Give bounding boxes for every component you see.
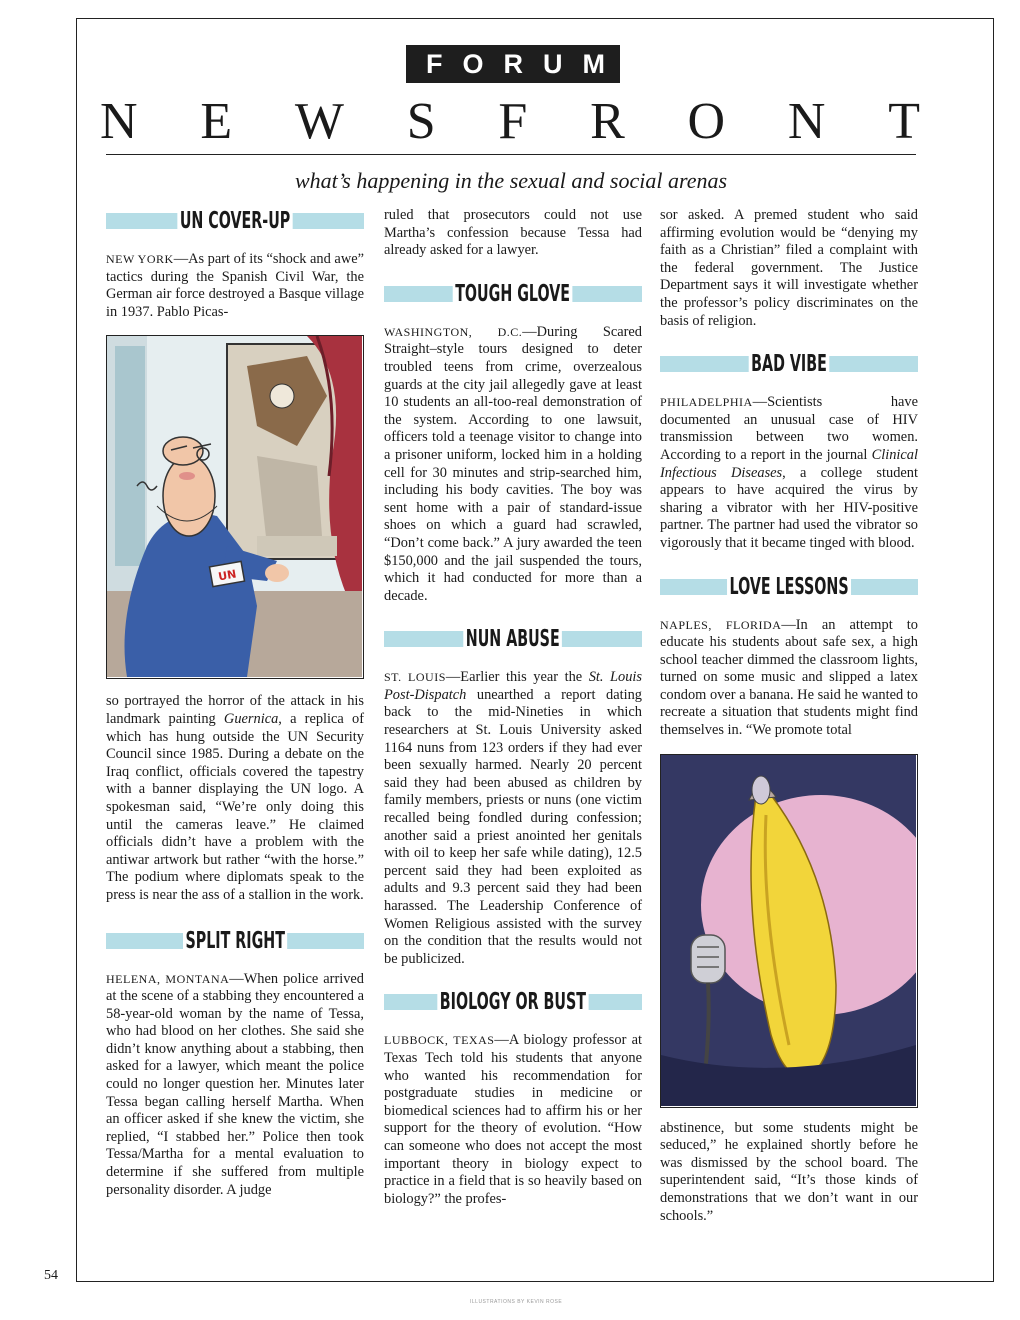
masthead-letter: N [100, 93, 138, 150]
heading-uncover: UN COVER-UP [177, 207, 292, 235]
dateline: NEW YORK [106, 252, 174, 266]
dateline: WASHINGTON, D.C. [384, 324, 523, 339]
article-text: , a college student appears to have acquired the virus by sharing a vibrator with her HIV-positive partner. The partner had used the vibrator so vigorously that it became tinged with blood. [660, 464, 918, 551]
article-heading [660, 573, 918, 603]
masthead-letter: O [687, 93, 726, 150]
article-heading [660, 350, 918, 380]
article-body [384, 324, 642, 606]
heading-vibe: BAD VIBE [749, 350, 830, 378]
masthead [100, 92, 920, 152]
masthead-letter: S [406, 93, 436, 150]
dateline: PHILADELPHIA [660, 395, 753, 410]
heading-glove: TOUGH GLOVE [453, 280, 573, 308]
article-body [660, 207, 918, 330]
masthead-letter: E [200, 93, 233, 150]
masthead-letter: W [294, 93, 344, 150]
article-text: —Scientists have documented an unusual case of HIV transmission between two women. According to a report in the journal [660, 394, 918, 463]
article-text: —When police arrived at the scene of a stabbing they encountered a 58-year-old woman by the name of Tessa, who had blood on her clothes. She said she didn’t know anything about a stabbing, then asked for a lawyer, which meant the police could no longer question her. Minutes later Tessa began calling herself Martha. When an officer asked if she knew the victim, she replied, “I stabbed her.” Police then took Tessa/Martha for a mental evaluation to determine if she suffered from multiple personality disorder. A judge [106, 970, 365, 1198]
masthead-rule [106, 154, 916, 155]
masthead-letter: N [787, 93, 826, 150]
article-body [660, 394, 918, 552]
article-text: sor asked. A premed student who said affirming evolution would be “denying my faith as a Christian” filed a complaint with the federal government. The Justice Department says it will investigate whether the professor’s policy discriminates on the basis of religion. [660, 207, 918, 329]
article-body [660, 1120, 918, 1226]
dateline: NAPLES, FLORIDA [660, 617, 782, 632]
dateline: LUBBOCK, TEXAS [384, 1033, 495, 1048]
illustration-banana [660, 754, 918, 1108]
masthead-letter: T [888, 93, 920, 150]
article-body [384, 1032, 642, 1208]
column-2 [384, 207, 642, 1208]
article-text: —In an attempt to educate his students about safe sex, a high school teacher dimmed the classroom lights, turned on some music and slipped a latex condom over a banana. He said he wanted to recreate a situation that students might find themselves in. “We promote total [660, 616, 918, 739]
article-text: , a replica of which has hung outside the UN Security Council since 1985. During a debate on the Iraq conflict, officials covered the tapestry with a banner displaying the UN logo. A spokesman said, “We’re only doing this until the cameras leave.” He claimed officials didn’t have a problem with the antiwar artwork but rather “with the horse.” The podium where diplomats speak to the press is near the ass of a stallion in the work. [106, 710, 365, 903]
article-text: ruled that prosecutors could not use Martha’s confession because Tessa had already asked for a lawyer. [384, 207, 642, 259]
illustration-credit: ILLUSTRATIONS BY KEVIN ROSE [470, 1299, 563, 1305]
page-number: 54 [44, 1268, 58, 1283]
masthead-letter: R [590, 93, 625, 150]
column-3 [660, 207, 918, 1225]
heading-love: LOVE LESSONS [727, 573, 851, 601]
article-body [106, 693, 364, 904]
heading-nun: NUN ABUSE [464, 625, 563, 653]
article-text: —A biology professor at Texas Tech told his students that anyone who wanted his recommendation for postgraduate studies in medicine or biomedical sciences had to affirm his or her support for the theory of evolution. “How can someone who does not accept the most important theory in biology expect to practice in a field that is so heavily based on biology?” the profes- [384, 1032, 642, 1207]
article-emphasis: St. Louis Post-Dispatch [384, 669, 643, 703]
heading-split: SPLIT RIGHT [183, 927, 287, 955]
article-body [384, 669, 642, 968]
banana-drawing [661, 755, 916, 1106]
article-heading [106, 207, 364, 237]
un-badge-text: UN [217, 567, 238, 584]
article-text: —Earlier this year the [445, 669, 589, 686]
article-text: —As part of its “shock and awe” tactics during the Spanish Civil War, the German air force destroyed a Basque village in 1937. Pablo Picas- [106, 251, 364, 320]
article-body [384, 207, 642, 260]
dateline: ST. LOUIS [384, 670, 446, 685]
article-heading [384, 988, 642, 1018]
article-heading [384, 280, 642, 310]
tagline: what’s happening in the sexual and social arenas [294, 168, 728, 193]
guernica-drawing [107, 336, 362, 677]
article-text: —During Scared Straight–style tours designed to deter troubled teens from crime, overzealous guards at the city jail allegedly gave at least 10 students an all-too-real demonstration of the system. According to one lawsuit, officers told a teenage visitor to change into a prisoner uniform, locked him in a holding cell for 30 minutes and strip-searched him, including his body cavities. The boy was sent home with a pair of standard-issue shoes on which a guard had scrawled, “Don’t come back.” A jury awarded the teen $150,000 and the jail suspended the tours, which it had conducted for more than a decade. [384, 323, 642, 604]
illustration-guernica [106, 335, 364, 679]
article-body [106, 971, 364, 1200]
section-label: FORUM [406, 45, 620, 83]
article-heading [106, 927, 364, 957]
article-text: so portrayed the horror of the attack in his landmark painting [106, 693, 364, 727]
article-emphasis: Clinical Infectious Diseases [660, 446, 918, 481]
article-heading [384, 625, 642, 655]
article-body [106, 251, 364, 321]
masthead-letter: F [498, 93, 528, 150]
article-body [660, 617, 918, 740]
article-emphasis: Guernica [223, 710, 279, 727]
article-text: unearthed a report dating back to the mid-Nineties in which researchers at St. Louis University asked 1164 nuns from 123 orders if they had ever been sexually harmed. Nearly 20 percent said they had been abused as children by family members, priests or nuns (one victim recalled being fondled during confession; another said a priest anointed her genitals with oil to keep her safe while dating), 12.5 percent said they had been exploited as adults and 9.3 percent said they had been harassed. The Leadership Conference of Women Religious assisted with the survey on the condition that the results would not be publicized. [384, 686, 642, 967]
article-text: abstinence, but some students might be seduced,” he explained shortly before he was dismissed by the school board. The superintendent said, “It’s those kinds of demonstrations that we don’t want in our schools.” [660, 1119, 918, 1224]
dateline: HELENA, MONTANA [106, 971, 230, 986]
heading-biology: BIOLOGY OR BUST [437, 988, 588, 1016]
column-1 [106, 207, 364, 1199]
